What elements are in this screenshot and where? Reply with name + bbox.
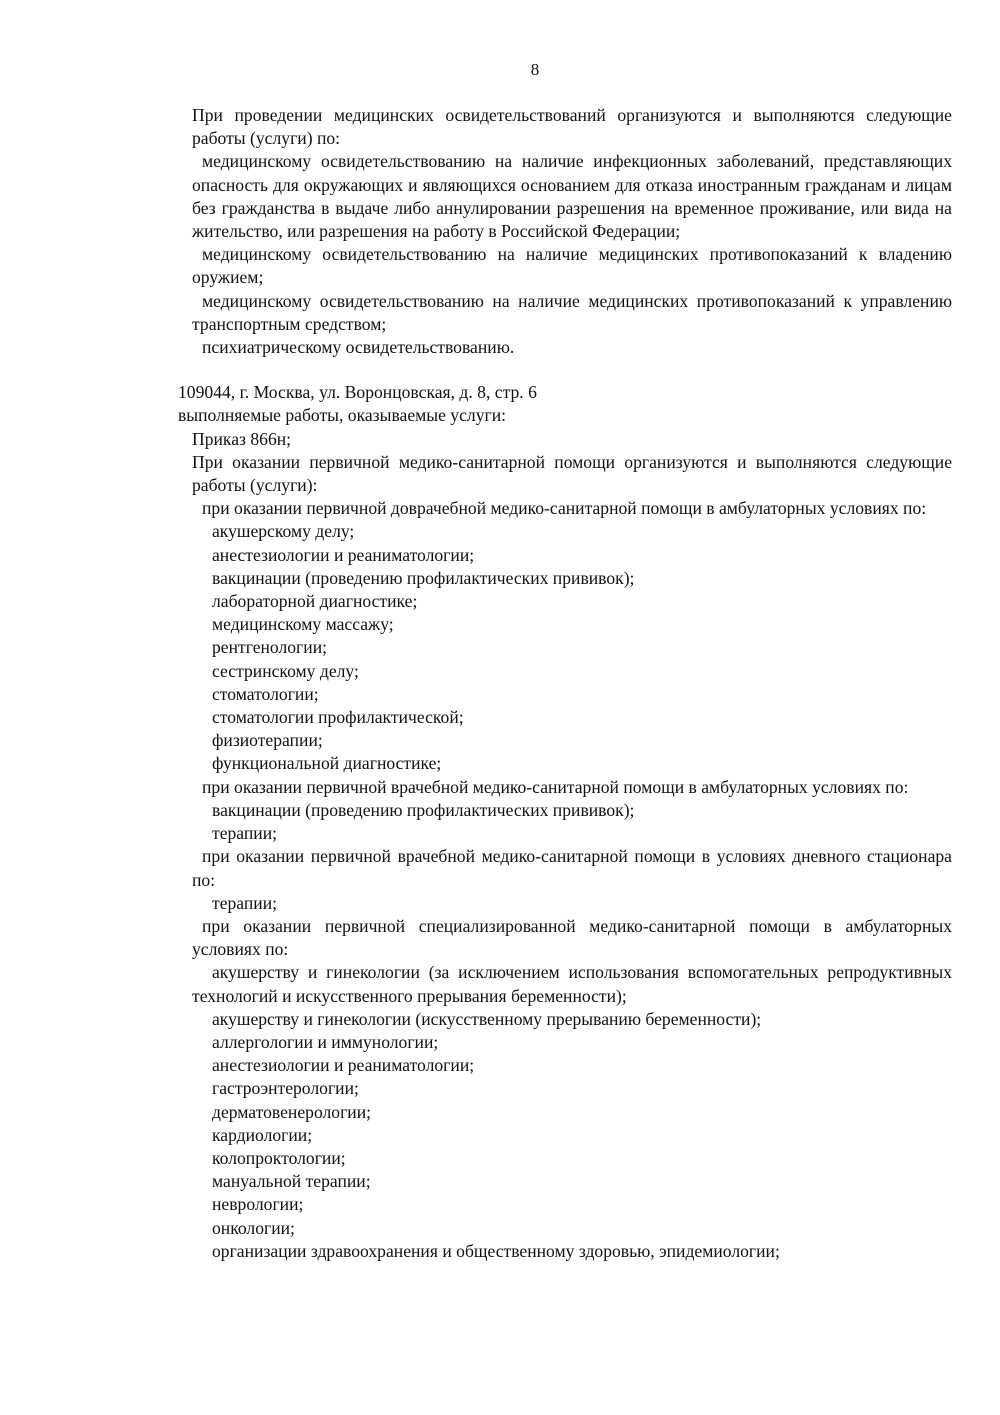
group3-list: [178, 892, 952, 915]
list-item: колопроктологии;: [212, 1147, 346, 1168]
list-item: функциональной диагностике;: [212, 753, 442, 774]
list-item: кардиологии;: [212, 1124, 313, 1145]
address: 109044, г. Москва, ул. Воронцовская, д. 8, стр. 6: [178, 382, 537, 403]
order-reference: Приказ 866н;: [192, 428, 292, 449]
list-item: организации здравоохранения и общественному здоровью, эпидемиологии;: [212, 1240, 780, 1261]
list-item: акушерскому делу;: [212, 521, 355, 542]
list-item: анестезиологии и реаниматологии;: [212, 544, 475, 565]
list-item: стоматологии;: [212, 683, 319, 704]
group-title: при оказании первичной доврачебной медико-санитарной помощи в амбулаторных условиях по:: [202, 498, 927, 519]
list-item: акушерству и гинекологии (искусственному прерыванию беременности);: [212, 1008, 762, 1029]
list-item: вакцинации (проведению профилактических прививок);: [212, 799, 635, 820]
list-item: гастроэнтерологии;: [212, 1078, 359, 1099]
list-item: неврологии;: [212, 1194, 304, 1215]
list-item: вакцинации (проведению профилактических прививок);: [212, 567, 635, 588]
block1-item: медицинскому освидетельствованию на наличие инфекционных заболеваний, представляющих опасность для окружающих и являющихся основанием для отказа иностранным гражданам и лицам без гражданства в выдаче либо аннулировании разрешения на временное проживание, или вида на жительство, или разрешения на работу в Российской Федерации;: [192, 151, 952, 242]
group-title: при оказании первичной врачебной медико-санитарной помощи в условиях дневного стационара по:: [192, 846, 952, 890]
block1-item: медицинскому освидетельствованию на наличие медицинских противопоказаний к управлению транспортным средством;: [192, 290, 952, 334]
list-item: рентгенологии;: [212, 637, 327, 658]
block1-item: медицинскому освидетельствованию на наличие медицинских противопоказаний к владению оружием;: [192, 244, 952, 288]
list-item: физиотерапии;: [212, 730, 323, 751]
spacer: [178, 359, 952, 381]
group2-list: [178, 799, 952, 845]
list-item: анестезиологии и реаниматологии;: [212, 1055, 475, 1076]
list-item: сестринскому делу;: [212, 660, 359, 681]
page-number: 8: [530, 60, 540, 79]
address-subtitle: выполняемые работы, оказываемые услуги:: [178, 405, 507, 426]
list-item: мануальной терапии;: [212, 1171, 371, 1192]
list-item: терапии;: [212, 892, 278, 913]
list-item: терапии;: [212, 823, 278, 844]
list-item: онкологии;: [212, 1217, 295, 1238]
list-item: дерматовенерологии;: [212, 1101, 372, 1122]
list-item: акушерству и гинекологии (за исключением использования вспомогательных репродуктивных технологий и искусственного прерывания беременности);: [192, 962, 952, 1006]
group-title: при оказании первичной специализированной медико-санитарной помощи в амбулаторных условиях по:: [192, 915, 952, 960]
group1-list: [178, 520, 952, 775]
group4-list: [178, 961, 952, 1263]
block1-item: психиатрическому освидетельствованию.: [202, 337, 515, 358]
list-item: аллергологии и иммунологии;: [212, 1031, 439, 1052]
group-title: при оказании первичной врачебной медико-санитарной помощи в амбулаторных условиях по:: [202, 776, 909, 797]
list-item: стоматологии профилактической;: [212, 707, 464, 728]
block2-intro: При оказании первичной медико-санитарной помощи организуются и выполняются следующие работы (услуги):: [192, 451, 952, 496]
list-item: медицинскому массажу;: [212, 614, 394, 635]
document-body: [178, 104, 952, 1263]
list-item: лабораторной диагностике;: [212, 591, 418, 612]
block1-intro: При проведении медицинских освидетельствований организуются и выполняются следующие работы (услуги) по:: [192, 105, 952, 149]
